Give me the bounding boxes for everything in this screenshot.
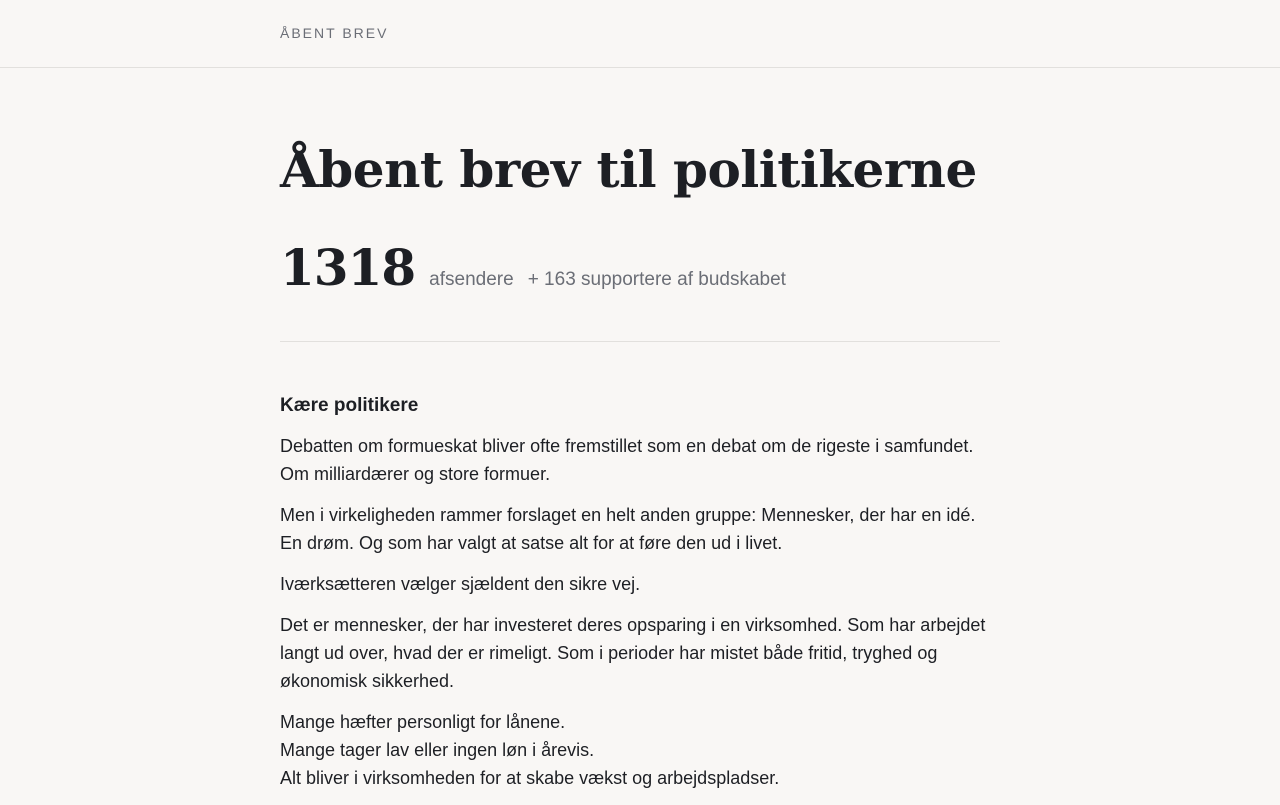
- letter-paragraph: Iværksætteren vælger sjældent den sikre vej.: [280, 574, 641, 594]
- sender-count: [280, 238, 786, 298]
- letter-paragraph: Debatten om formueskat bliver ofte fremstillet som en debat om de rigeste i samfundet. Om milliardærer og store formuer.: [280, 436, 974, 484]
- letter-paragraph: Men i virkeligheden rammer forslaget en helt anden gruppe: Mennesker, der har en idé. En drøm. Og som har valgt at satse alt for at føre den ud i livet.: [280, 505, 976, 553]
- letter-paragraph-lines: [280, 708, 1000, 792]
- letter-body: [280, 392, 1000, 805]
- sender-count-number: 1318: [280, 238, 416, 297]
- supporter-count: + 163 supportere af budskabet: [527, 269, 786, 290]
- divider: [280, 341, 1000, 342]
- letter-salutation: Kære politikere: [280, 395, 419, 416]
- letter-line: Mange tager lav eller ingen løn i årevis.: [280, 740, 595, 760]
- letter-line: Alt bliver i virksomheden for at skabe vækst og arbejdspladser.: [280, 768, 780, 788]
- page-title: Åbent brev til politikerne: [280, 140, 977, 199]
- sender-count-label: afsendere: [429, 269, 514, 290]
- letter-line: Mange hæfter personligt for lånene.: [280, 712, 566, 732]
- brand-link[interactable]: ÅBENT BREV: [280, 25, 389, 41]
- letter-paragraph: Det er mennesker, der har investeret deres opsparing i en virksomhed. Som har arbejdet langt ud over, hvad der er rimeligt. Som i perioder har mistet både fritid, tryghed og økonomisk sikkerhed.: [280, 615, 986, 691]
- top-bar: [0, 0, 1280, 68]
